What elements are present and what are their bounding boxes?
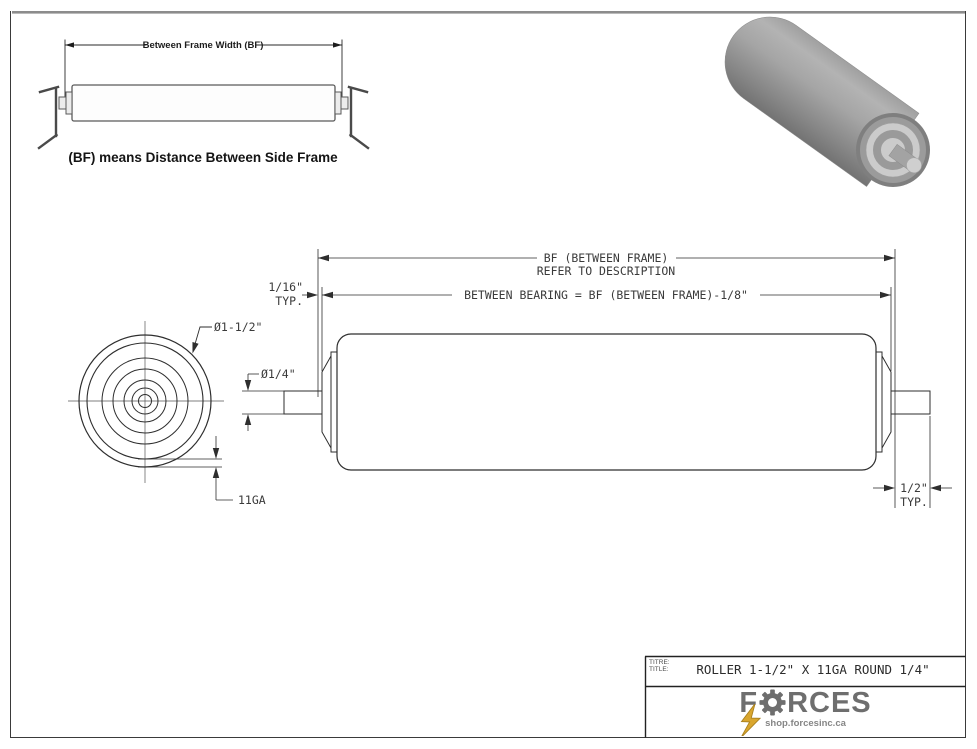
logo-letters-rces: RCES: [787, 687, 872, 719]
roller-end-view: [68, 320, 266, 507]
roller-3d-endcap: [856, 113, 930, 187]
shaft-projection-label: 1/2": [900, 481, 928, 495]
roller-diameter-callout: [189, 320, 262, 354]
inset-side-frame-right: [349, 87, 368, 148]
title-label-en: TITLE:: [649, 666, 669, 673]
left-bearing-plate: [331, 352, 337, 452]
gauge-callout: [138, 436, 266, 507]
inset-caption: (BF) means Distance Between Side Frame: [68, 150, 338, 165]
roller-side-view: [284, 334, 930, 470]
left-shaft: [284, 391, 322, 414]
bf-explainer-inset: [39, 40, 368, 165]
gauge-label: 11GA: [238, 493, 266, 507]
inset-dimension-label: Between Frame Width (BF): [142, 40, 264, 51]
border-top: [12, 11, 966, 14]
inset-roller: [72, 85, 335, 121]
forces-logo: [645, 688, 966, 718]
title-label-fr: TITRE:: [649, 659, 670, 666]
between-bearing-label: BETWEEN BEARING = BF (BETWEEN FRAME)-1/8": [464, 288, 748, 302]
drawing-title: ROLLER 1-1/2" X 11GA ROUND 1/4": [696, 662, 930, 677]
left-bearing-collar: [322, 356, 331, 448]
roller-3d-render: [707, 0, 930, 187]
right-bearing-plate: [876, 352, 882, 452]
shaft-projection-typ: TYP.: [900, 495, 928, 509]
right-shaft: [891, 391, 930, 414]
bf-dimension-label-line1: BF (BETWEEN FRAME): [543, 251, 669, 265]
gap-dimension-typ: TYP.: [275, 294, 303, 308]
bf-dimension-label-line2: REFER TO DESCRIPTION: [536, 264, 676, 278]
shaft-diameter-label: Ø1/4": [261, 367, 296, 381]
website-url: shop.forcesinc.ca: [765, 718, 846, 729]
right-bearing-collar: [882, 356, 891, 448]
inset-side-frame-left: [39, 87, 58, 148]
gap-dimension-label: 1/16": [268, 280, 303, 294]
logo-letter-f: F: [739, 687, 759, 719]
gap-dimension: [268, 280, 318, 308]
roller-diameter-label: Ø1-1/2": [214, 320, 263, 334]
tube-body: [337, 334, 876, 470]
